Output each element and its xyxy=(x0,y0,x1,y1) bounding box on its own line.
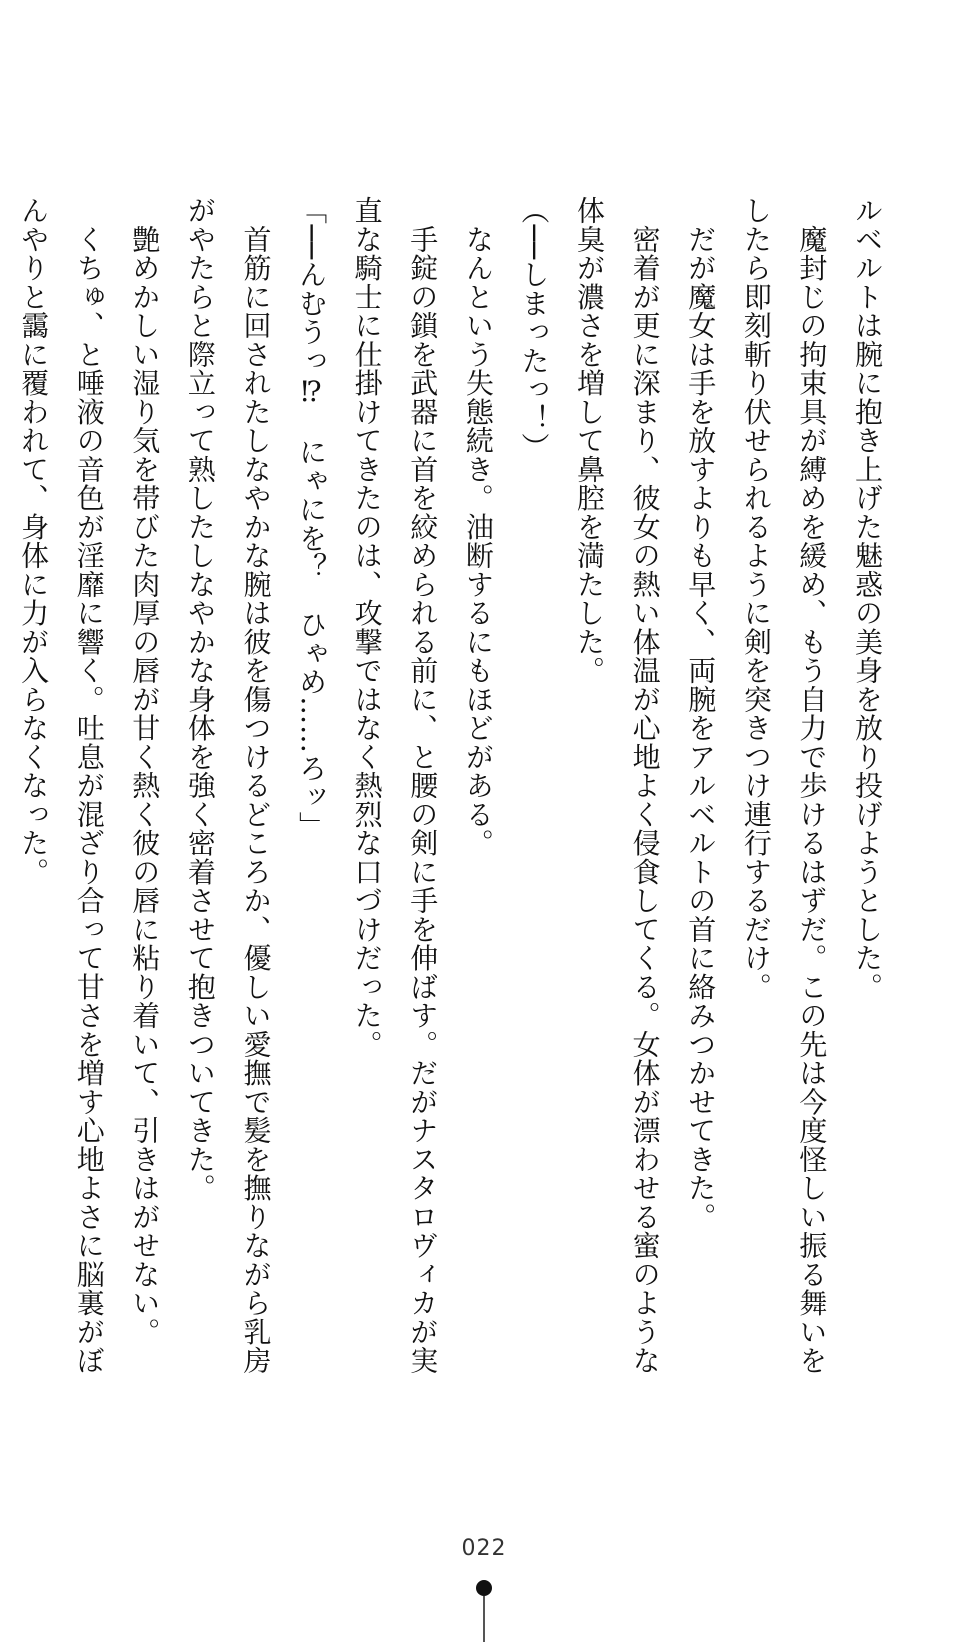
page-number: 022 xyxy=(461,1536,507,1561)
paragraph-3: だが魔女は手を放すよりも早く、両腕をアルベルトの首に絡みつかせてきた。 xyxy=(684,196,718,1231)
novel-text-block xyxy=(17,196,895,1376)
paragraph-1: ルベルトは腕に抱き上げた魅惑の美身を放り投げようとした。 xyxy=(851,196,884,1001)
paragraph-7: 手錠の鎖を武器に首を絞められる前に、と腰の剣に手を伸ばす。だがナスタロヴィカが実直な騎士に仕掛けてきたのは、攻撃ではなく熱烈な口づけだった。 xyxy=(350,196,440,1375)
paragraph-8: 「──んむうっ⁉ にゃにを？ ひゃめ……ろッ」 xyxy=(295,196,329,840)
paragraph-12 xyxy=(0,196,6,1376)
paragraph-4: 密着が更に深まり、彼女の熱い体温が心地よく侵食してくる。女体が漂わせる蜜のような体臭が濃さを増して鼻腔を満たした。 xyxy=(573,196,662,1375)
paragraph-9: 首筋に回されたしなやかな腕は彼を傷つけるどころか、優しい愛撫で髪を撫りながら乳房がやたらと際立って熟したしなやかな身体を強く密着させて抱きついてきた。 xyxy=(183,196,273,1375)
paragraph-2: 魔封じの拘束具が縛めを緩め、もう自力で歩けるはずだ。この先は今度怪しい振る舞いをしたら即刻斬り伏せられるように剣を突きつけ連行するだけ。 xyxy=(739,196,829,1375)
paragraph-5: （──しまったっ！） xyxy=(517,196,551,462)
paragraph-10: 艶めかしい湿り気を帯びた肉厚の唇が甘く熱く彼の唇に粘り着いて、引きはがせない。 xyxy=(128,196,162,1346)
paragraph-11: くちゅ、と唾液の音色が淫靡に響く。吐息が混ざり合って甘さを増す心地よさに脳裏がぼんやりと靄に覆われて、身体に力が入らなくなった。 xyxy=(17,196,106,1375)
page-marker-line xyxy=(483,1596,485,1642)
page-marker-dot xyxy=(476,1580,492,1596)
paragraph-6: なんという失態続き。油断するにもほどがある。 xyxy=(461,196,495,858)
